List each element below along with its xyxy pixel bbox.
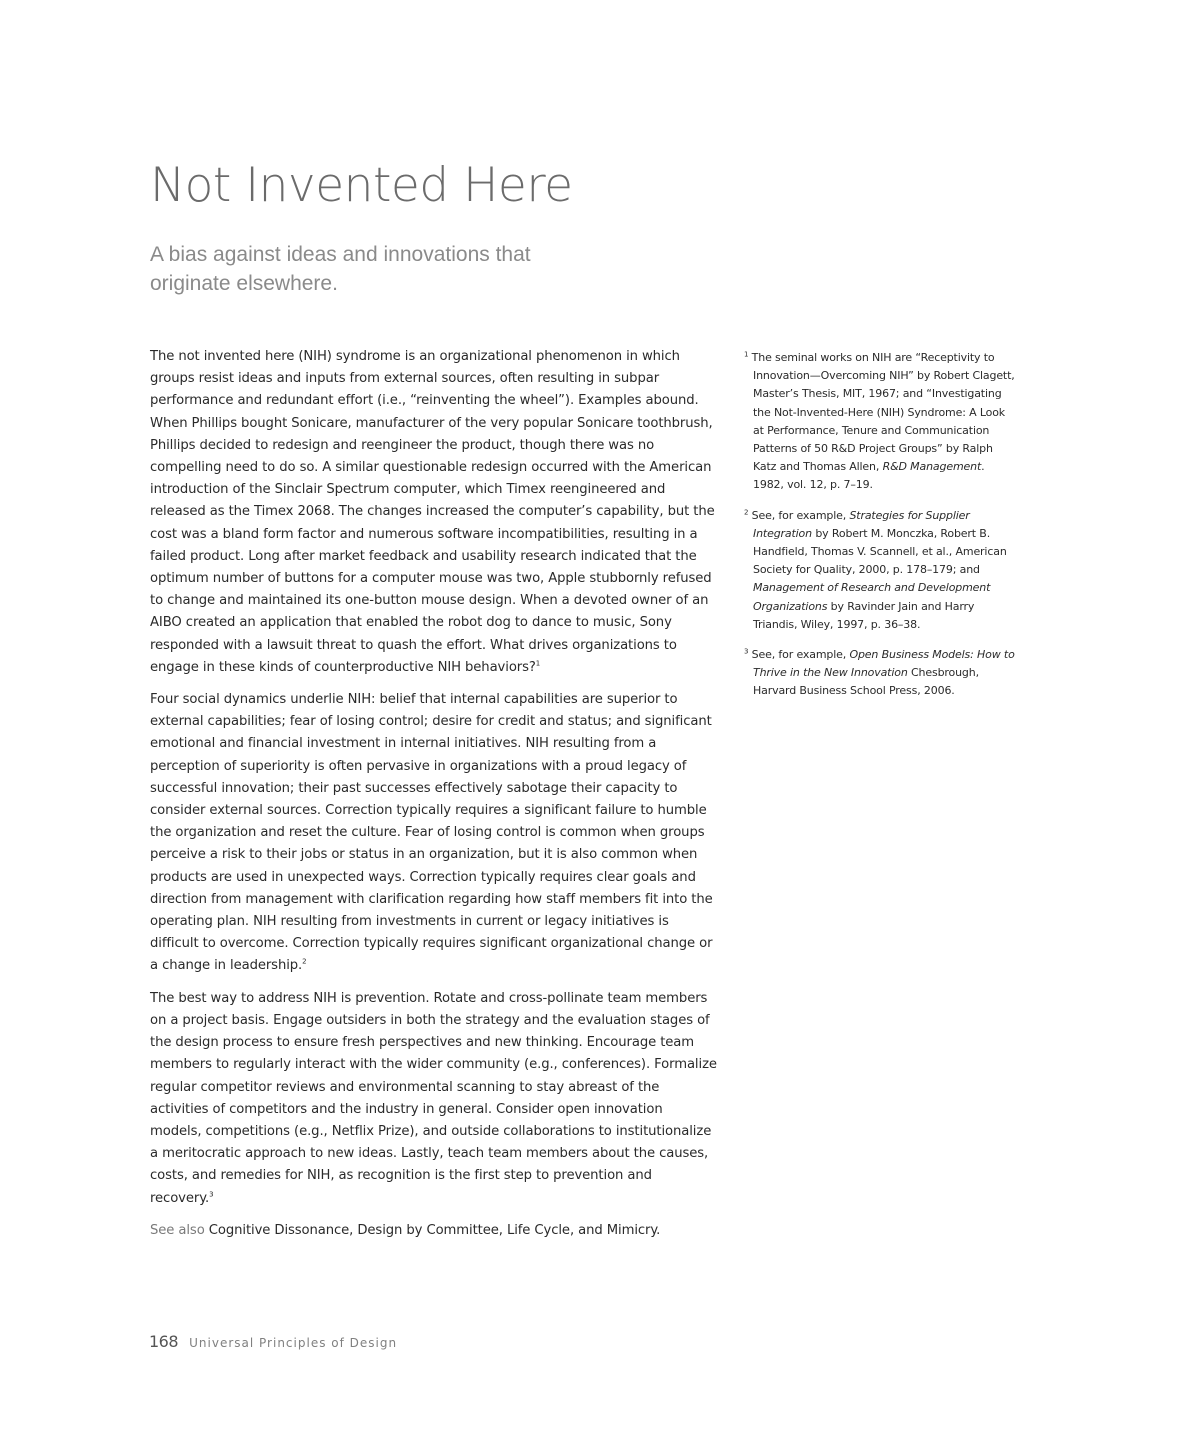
- footnote-3-number: 3: [744, 647, 749, 656]
- footnotes-column: [744, 349, 1016, 713]
- footnote-3-tail: Chesbrough, Harvard Business School Press, 2006.: [753, 666, 979, 698]
- page-number: 168: [149, 1332, 179, 1351]
- paragraph-3-text: The best way to address NIH is prevention. Rotate and cross-pollinate team members on a project basis. Engage outsiders in both the strategy and the evaluation stages of the design process to ensure fresh perspectives and new thinking. Encourage team members to regularly interact with the wider community (e.g., conferences). Formalize regular competitor reviews and environmental scanning to stay abreast of the activities of competitors and the industry in general. Consider open innovation models, competitions (e.g., Netflix Prize), and outside collaborations to institutionalize a meritocratic approach to new ideas. Lastly, teach team members about the causes, costs, and remedies for NIH, as recognition is the first step to prevention and recovery.: [150, 990, 717, 1206]
- page-subtitle: A bias against ideas and innovations that originate elsewhere.: [150, 243, 531, 295]
- footnote-1-tail: . 1982, vol. 12, p. 7–19.: [753, 460, 985, 492]
- page-title: Not Invented Here: [150, 158, 573, 213]
- running-footer-title: Universal Principles of Design: [189, 1336, 398, 1350]
- paragraph-2-text: Four social dynamics underlie NIH: belief that internal capabilities are superior to external capabilities; fear of losing control; desire for credit and status; and significant emotional and financial investment in internal initiatives. NIH resulting from a perception of superiority is often pervasive in organizations with a proud legacy of successful innovation; their past successes effectively sabotage their capacity to consider external sources. Correction typically requires a significant failure to humble the organization and reset the culture. Fear of losing control is common when groups perceive a risk to their jobs or status in an organization, but it is also common when products are used in unexpected ways. Correction typically requires clear goals and direction from management with clarification regarding how staff members fit into the operating plan. NIH resulting from investments in current or legacy initiatives is difficult to overcome. Correction typically requires significant organizational change or a change in leadership.: [150, 692, 713, 974]
- footnote-2-text: See, for example,: [751, 508, 847, 522]
- see-also-label: See also: [150, 1222, 205, 1238]
- footnote-2-middle: by Robert M. Monczka, Robert B. Handfield, Thomas V. Scannell, et al., American Society for Quality, 2000, p. 178–179; and: [753, 526, 1007, 577]
- footnote-2-number: 2: [744, 507, 749, 516]
- footnote-2: [744, 507, 1016, 634]
- paragraph-1-text: The not invented here (NIH) syndrome is an organizational phenomenon in which groups resist ideas and inputs from external sources, often resulting in subpar performance and redundant effort (i.e., “reinventing the wheel”). Examples abound. When Phillips bought Sonicare, manufacturer of the very popular Sonicare toothbrush, Phillips decided to redesign and reengineer the product, though there was no compelling need to do so. A similar questionable redesign occurred with the American introduction of the Sinclair Spectrum computer, which Timex reengineered and released as the Timex 2068. The changes increased the computer’s capability, but the cost was a bland form factor and numerous software incompatibilities, resulting in a failed product. Long after market feedback and usability research indicated that the optimum number of buttons for a computer mouse was two, Apple stubbornly refused to change and maintained its one-button mouse design. When a devoted owner of an AIBO created an application that enabled the robot dog to dance to music, Sony responded with a lawsuit threat to quash the effort. What drives organizations to engage in these kinds of counterproductive NIH behaviors?: [150, 349, 715, 675]
- footnote-1-text: The seminal works on NIH are “Receptivity to Innovation—Overcoming NIH” by Robert Clagett, Master’s Thesis, MIT, 1967; and “Investigating the Not-Invented-Here (NIH) Syndrome: A Look at Performance, Tenure and Communication Patterns of 50 R&D Project Groups” by Ralph Katz and Thomas Allen,: [751, 351, 1015, 474]
- footnote-ref-1: 1: [535, 659, 541, 668]
- footnote-3: [744, 646, 1016, 701]
- footnote-3-text: See, for example,: [751, 648, 847, 662]
- see-also: [150, 1220, 718, 1242]
- footnote-ref-3: 3: [209, 1190, 214, 1199]
- footnote-ref-2: 2: [302, 958, 307, 967]
- main-text: [150, 346, 718, 1252]
- body-paragraph-2: [150, 689, 718, 978]
- see-also-list: Cognitive Dissonance, Design by Committee, Life Cycle, and Mimicry.: [208, 1222, 661, 1238]
- page-footer: [149, 1332, 397, 1351]
- footnote-2-italic-1: Strategies for Supplier Integration: [753, 508, 970, 540]
- footnote-1: [744, 349, 1016, 495]
- body-paragraph-1: [150, 346, 718, 679]
- body-paragraph-3: [150, 988, 718, 1210]
- footnote-1-italic: R&D Management: [882, 460, 982, 474]
- footnote-3-italic: Open Business Models: How to Thrive in the New Innovation: [753, 648, 1015, 680]
- footnote-1-number: 1: [744, 350, 749, 359]
- footnote-2-tail: by Ravinder Jain and Harry Triandis, Wiley, 1997, p. 36–38.: [753, 599, 975, 631]
- footnote-2-italic-2: Management of Research and Development Organizations: [753, 581, 991, 613]
